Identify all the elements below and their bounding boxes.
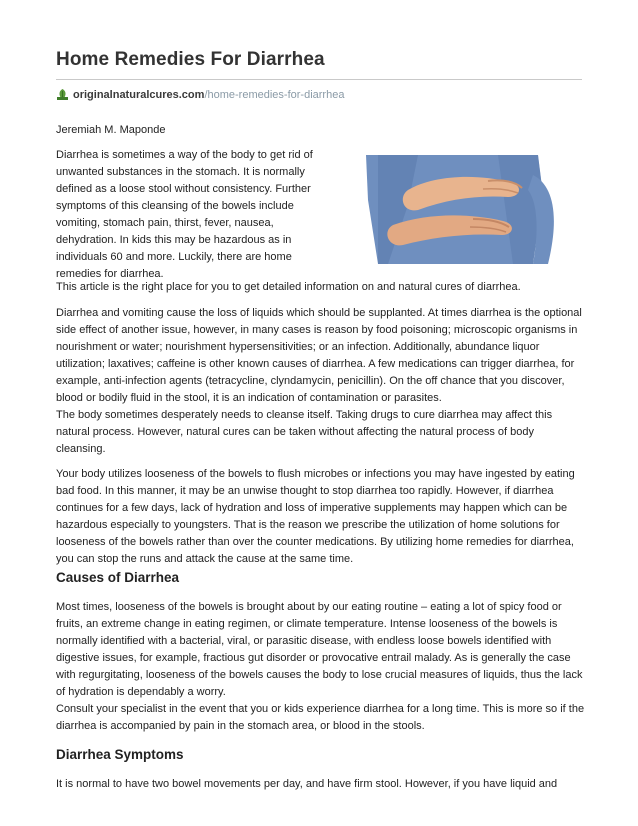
author-name: Jeremiah M. Maponde bbox=[56, 124, 166, 136]
body-paragraph-3: The body sometimes desperately needs to cleanse itself. Taking drugs to cure diarrhea may affect this natural process. However, natural cures can be taken without affecting the natural process of body cleansing. bbox=[56, 409, 553, 455]
source-domain[interactable]: originalnaturalcures.com bbox=[73, 88, 205, 101]
source-path[interactable]: /home-remedies-for-diarrhea bbox=[204, 88, 345, 101]
symptoms-paragraph-1: It is normal to have two bowel movements per day, and have firm stool. However, if you have liquid and bbox=[56, 778, 558, 790]
body-paragraph-2: Diarrhea and vomiting cause the loss of liquids which should be supplanted. At times diarrhea is the optional side effect of another issue, however, in many cases is reason by food poisoning; microscopic organisms in nourishment or water; nourishment hypersensitivities; or an infection. Additionally, abundance liquor utilization; laxatives; caffeine is other known causes of diarrhea. A few medications can trigger diarrhea, for example, anti-infection agents (tetracycline, clyndamycin, penicillin). On the off chance that you discover, blood or bodily fluid in the stool, it is an indication of contamination or parasites. bbox=[56, 307, 582, 404]
causes-paragraph-1: Most times, looseness of the bowels is brought about by our eating routine – eating a lot of spicy food or fruits, an extreme change in eating regimen, or climate temperature. Intense looseness of the bowels is normally identified with a bacterial, viral, or parasitic disease, with endless loose bowels identified with digestive issues, for example, fractious gut disorder or provocative entrail malady. As is generally the case with regurgitating, looseness of the bowels causes the body to lose crucial measures of liquids, thus the lack of hydration is dependably a worry. bbox=[56, 601, 583, 698]
symptoms-heading: Diarrhea Symptoms bbox=[56, 747, 184, 762]
leaf-logo-icon bbox=[56, 88, 69, 101]
title-divider bbox=[56, 79, 582, 80]
causes-heading: Causes of Diarrhea bbox=[56, 570, 180, 585]
body-paragraph-1: This article is the right place for you to get detailed information on and natural cures of diarrhea. bbox=[56, 281, 521, 293]
source-link[interactable] bbox=[56, 88, 344, 101]
causes-paragraph-2: Consult your specialist in the event that you or kids experience diarrhea for a long time. This is more so if the diarrhea is accompanied by pain in the stomach area, or blood in the stools. bbox=[56, 703, 585, 732]
article-title: Home Remedies For Diarrhea bbox=[56, 49, 325, 70]
intro-paragraph: Diarrhea is sometimes a way of the body to get rid of unwanted substances in the stomach. It is normally defined as a loose stool without consistency. Further symptoms of this cleansing of the bowels include vomiting, stomach pain, thirst, fever, nausea, dehydration. In kids this may be hazardous as in individuals 60 and more. Luckily, there are home remedies for diarrhea. bbox=[56, 149, 313, 280]
body-paragraph-4: Your body utilizes looseness of the bowels to flush microbes or infections you may have ingested by eating bad food. In this manner, it may be an unwise thought to stop diarrhea too rapidly. However, if diarrhea continues for a few days, lack of hydration and loss of imperative supplements may happen which can be hazardous especially to youngsters. That is the reason we prescribe the utilization of home solutions for looseness of the bowels rather than over the counter medications. By utilizing home remedies for diarrhea, you can stop the runs and attack the cause at the same time. bbox=[56, 468, 575, 565]
stomach-pain-photo bbox=[338, 155, 583, 264]
